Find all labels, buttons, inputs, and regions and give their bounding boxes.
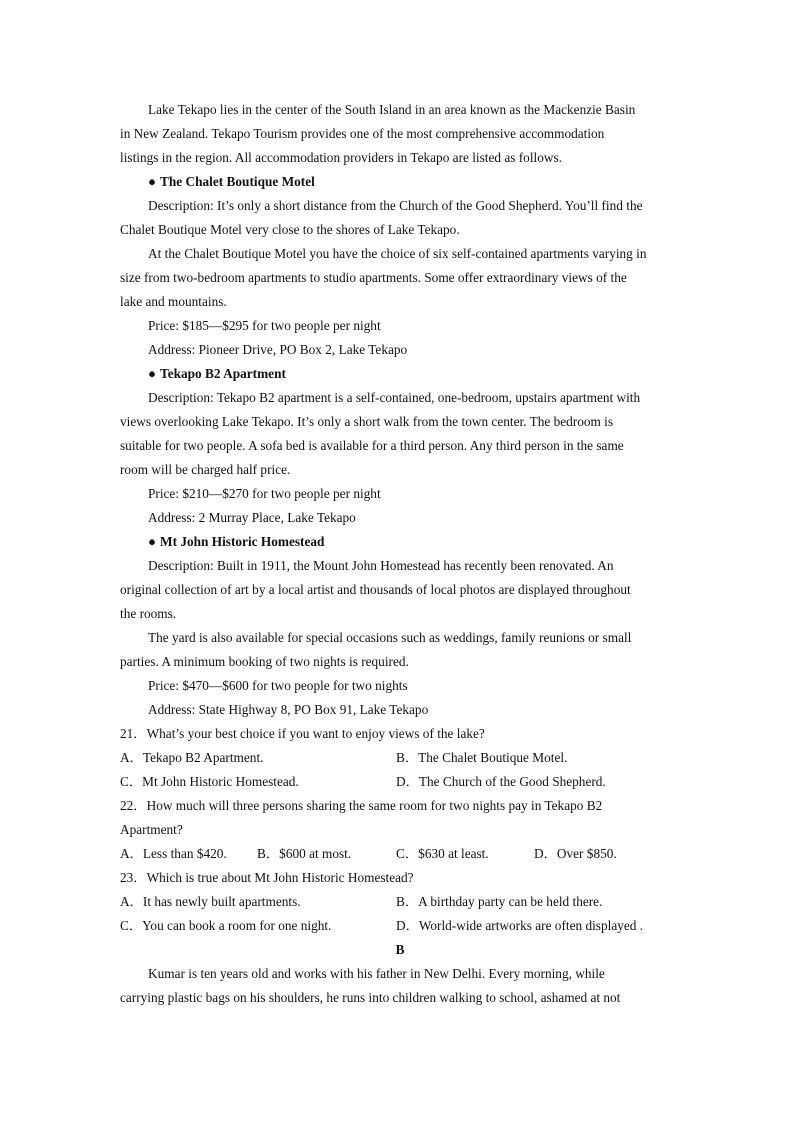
text-line: Description: Tekapo B2 apartment is a self-contained, one-bedroom, upstairs apartment with (148, 390, 641, 405)
text-line: original collection of art by a local artist and thousands of local photos are displayed throughout (120, 582, 631, 597)
answer-option: D．Over $850. (534, 846, 617, 861)
text-line: Description: It’s only a short distance from the Church of the Good Shepherd. You’ll find the (148, 198, 643, 213)
text-line: Price: $470—$600 for two people for two nights (148, 678, 408, 693)
question-stem: Apartment? (120, 822, 183, 837)
text-line: lake and mountains. (120, 294, 227, 309)
text-line: The yard is also available for special occasions such as weddings, family reunions or small (148, 630, 632, 645)
question (120, 722, 680, 794)
listing-heading (120, 362, 680, 386)
text-line: listings in the region. All accommodation providers in Tekapo are listed as follows. (120, 150, 562, 165)
text-line: Kumar is ten years old and works with his father in New Delhi. Every morning, while (148, 966, 605, 981)
listing-heading (120, 530, 680, 554)
answer-option: B．A birthday party can be held there. (396, 894, 603, 909)
answer-option: D．World-wide artworks are often displayed . (396, 918, 644, 933)
text-line: Price: $185—$295 for two people per night (148, 318, 381, 333)
text-line: parties. A minimum booking of two nights is required. (120, 654, 409, 669)
text-line: Address: 2 Murray Place, Lake Tekapo (148, 510, 356, 525)
listing (120, 170, 680, 362)
listing-name: Tekapo B2 Apartment (160, 366, 286, 381)
option-row (120, 914, 680, 938)
answer-option: A．Less than $420. (120, 846, 227, 861)
answer-option: C．You can book a room for one night. (120, 918, 332, 933)
listing-name: The Chalet Boutique Motel (160, 174, 315, 189)
bullet-icon: ● (148, 174, 157, 189)
listing (120, 362, 680, 530)
questions (120, 722, 680, 938)
answer-option: D．The Church of the Good Shepherd. (396, 774, 606, 789)
text-line: carrying plastic bags on his shoulders, he runs into children walking to school, ashamed at not (120, 990, 621, 1005)
answer-option: B．The Chalet Boutique Motel. (396, 750, 568, 765)
question-stem: 23．Which is true about Mt John Historic Homestead? (120, 870, 414, 885)
intro-paragraph (120, 98, 680, 170)
passage-b (120, 962, 680, 1010)
bullet-icon: ● (148, 534, 157, 549)
answer-option: C．Mt John Historic Homestead. (120, 774, 299, 789)
answer-option: C．$630 at least. (396, 846, 489, 861)
listing-heading (120, 170, 680, 194)
text-line: room will be charged half price. (120, 462, 291, 477)
text-line: Chalet Boutique Motel very close to the shores of Lake Tekapo. (120, 222, 460, 237)
text-line: in New Zealand. Tekapo Tourism provides one of the most comprehensive accommodation (120, 126, 605, 141)
option-row (120, 770, 680, 794)
text-line: Price: $210—$270 for two people per night (148, 486, 381, 501)
answer-option: A．It has newly built apartments. (120, 894, 301, 909)
option-row (120, 842, 680, 866)
answer-option: A．Tekapo B2 Apartment. (120, 750, 264, 765)
listings (120, 170, 680, 722)
question-stem: 22．How much will three persons sharing the same room for two nights pay in Tekapo B2 (120, 798, 603, 813)
listing-name: Mt John Historic Homestead (160, 534, 325, 549)
text-line: suitable for two people. A sofa bed is available for a third person. Any third person in the same (120, 438, 624, 453)
question (120, 794, 680, 866)
text-line: the rooms. (120, 606, 177, 621)
text-line: Description: Built in 1911, the Mount John Homestead has recently been renovated. An (148, 558, 614, 573)
option-row (120, 746, 680, 770)
section-heading: B (395, 942, 405, 957)
text-line: views overlooking Lake Tekapo. It’s only a short walk from the town center. The bedroom is (120, 414, 614, 429)
text-line: At the Chalet Boutique Motel you have the choice of six self-contained apartments varying in (148, 246, 647, 261)
answer-option: B．$600 at most. (257, 846, 352, 861)
question (120, 866, 680, 938)
text-line: Address: State Highway 8, PO Box 91, Lake Tekapo (148, 702, 429, 717)
text-line: Lake Tekapo lies in the center of the South Island in an area known as the Mackenzie Basin (148, 102, 636, 117)
bullet-icon: ● (148, 366, 157, 381)
text-line: Address: Pioneer Drive, PO Box 2, Lake Tekapo (148, 342, 408, 357)
listing (120, 530, 680, 722)
question-stem: 21．What’s your best choice if you want to enjoy views of the lake? (120, 726, 485, 741)
document-page (120, 98, 680, 1010)
text-line: size from two-bedroom apartments to studio apartments. Some offer extraordinary views of the (120, 270, 627, 285)
option-row (120, 890, 680, 914)
